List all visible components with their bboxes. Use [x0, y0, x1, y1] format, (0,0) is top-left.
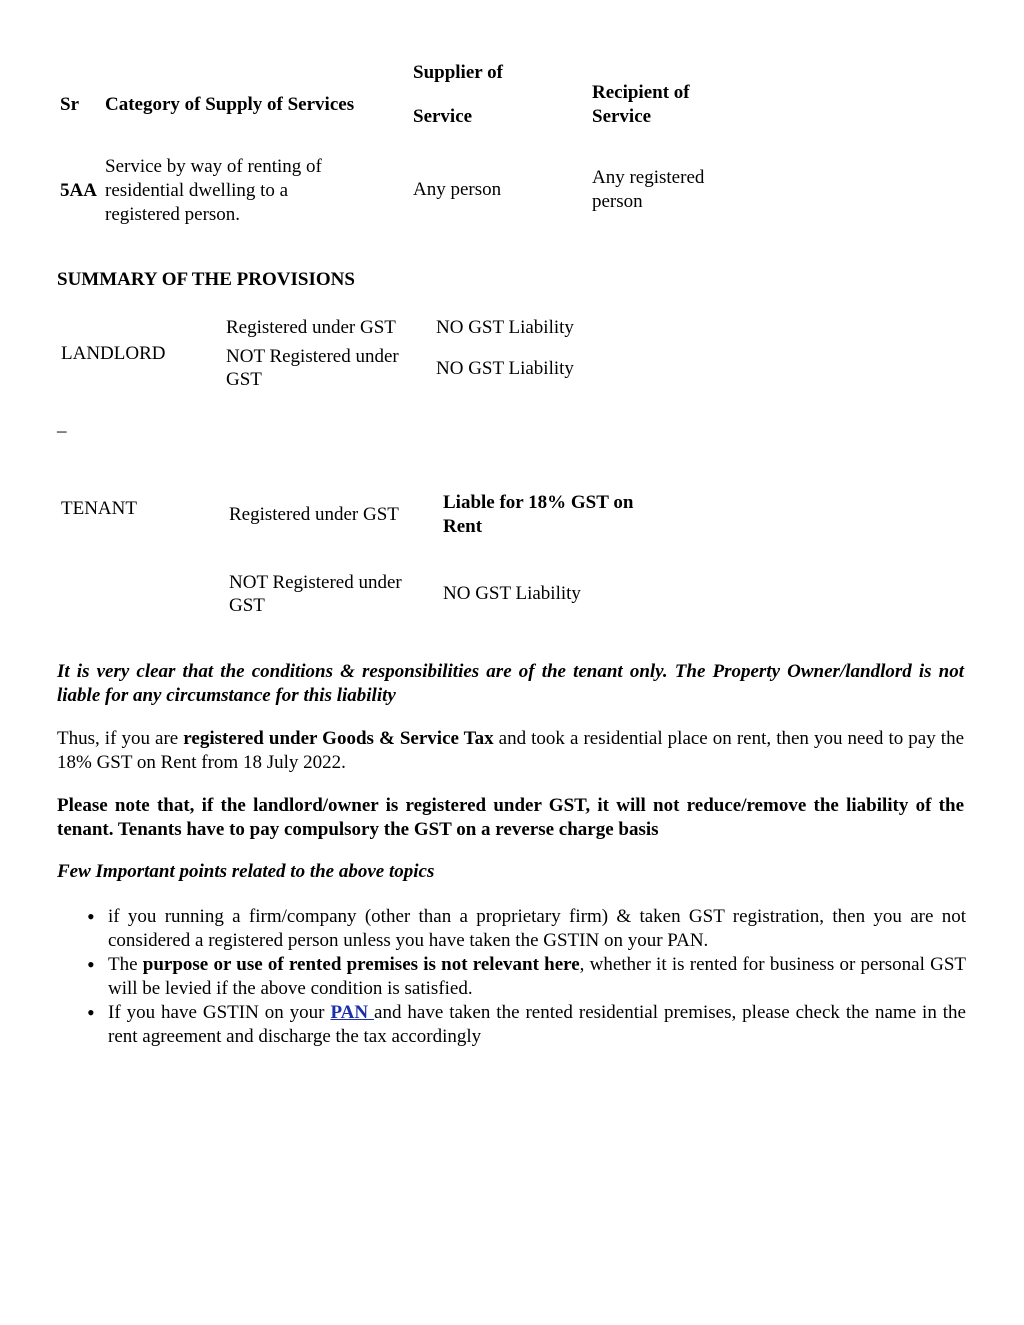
bullet-text-3-prefix: If you have GSTIN on your [108, 1002, 331, 1023]
bullet-text-1: if you running a firm/company (other than a proprietary firm) & taken GST registration, then you are not considered a registered person unless you have taken the GSTIN on your PAN. [108, 906, 966, 951]
thus-bold: registered under Goods & Service Tax [183, 728, 494, 749]
header-supplier-line2: Service [413, 106, 473, 127]
header-recipient-line1: Recipient of [592, 82, 690, 103]
landlord-liability-registered: NO GST Liability [436, 317, 574, 338]
summary-heading: SUMMARY OF THE PROVISIONS [57, 269, 355, 290]
tenant-liability-registered-line2: Rent [443, 516, 483, 537]
header-recipient-line2: Service [592, 106, 652, 127]
tenant-status-not-registered-line2: GST [229, 595, 265, 616]
tenant-liability-registered-line1: Liable for 18% GST on [443, 492, 634, 513]
landlord-status-registered: Registered under GST [226, 317, 396, 338]
landlord-label: LANDLORD [61, 343, 166, 364]
clarity-note: It is very clear that the conditions & responsibilities are of the tenant only. The Property Owner/landlord is not liable for any circumstance for this liability [57, 661, 964, 706]
row-category-line2: residential dwelling to a [105, 180, 289, 201]
landlord-status-not-registered-line2: GST [226, 369, 262, 390]
pan-link[interactable]: PAN [330, 1002, 375, 1023]
thus-paragraph [57, 727, 964, 775]
row-recipient-line1: Any registered [592, 167, 705, 188]
landlord-liability-not-registered: NO GST Liability [436, 358, 574, 379]
thus-suffix: and took a residential place on rent, then you need to pay the 18% GST on Rent from 18 July 2022. [57, 728, 965, 773]
bullet-text-2-suffix: , whether it is rented for business or personal GST will be levied if the above condition is satisfied. [108, 954, 966, 999]
row-recipient-line2: person [592, 191, 643, 212]
bullet-text-3-suffix: and have taken the rented residential premises, please check the name in the rent agreement and discharge the tax accordingly [108, 1002, 966, 1047]
tenant-liability-not-registered: NO GST Liability [443, 583, 581, 604]
landlord-status-not-registered-line1: NOT Registered under [226, 346, 399, 367]
row-category-line3: registered person. [105, 204, 241, 225]
header-supplier-line1: Supplier of [413, 62, 503, 83]
list-item [57, 953, 966, 1001]
tenant-status-not-registered-line1: NOT Registered under [229, 572, 402, 593]
tenant-status-registered: Registered under GST [229, 504, 399, 525]
row-sr: 5AA [60, 180, 97, 201]
row-supplier: Any person [413, 179, 502, 200]
thus-prefix: Thus, if you are [57, 728, 184, 749]
bullet-dot: • [87, 952, 95, 977]
list-item [57, 1001, 966, 1049]
tenant-label: TENANT [61, 498, 137, 519]
header-category: Category of Supply of Services [105, 94, 355, 115]
bullet-dot: • [87, 1000, 95, 1025]
bullet-text-2-bold: purpose or use of rented premises is not relevant here [142, 954, 580, 975]
row-category-line1: Service by way of renting of [105, 156, 322, 177]
list-item [57, 905, 966, 953]
few-points-heading: Few Important points related to the above topics [57, 861, 435, 882]
bullet-text-2-prefix: The [108, 954, 143, 975]
separator-mark: _ [57, 414, 67, 435]
bullet-dot: • [87, 904, 95, 929]
points-list [57, 905, 966, 1049]
header-sr: Sr [60, 94, 79, 115]
please-note-paragraph: Please note that, if the landlord/owner is registered under GST, it will not reduce/remove the liability of the tenant. Tenants have to pay compulsory the GST on a reverse charge basis [57, 795, 964, 840]
